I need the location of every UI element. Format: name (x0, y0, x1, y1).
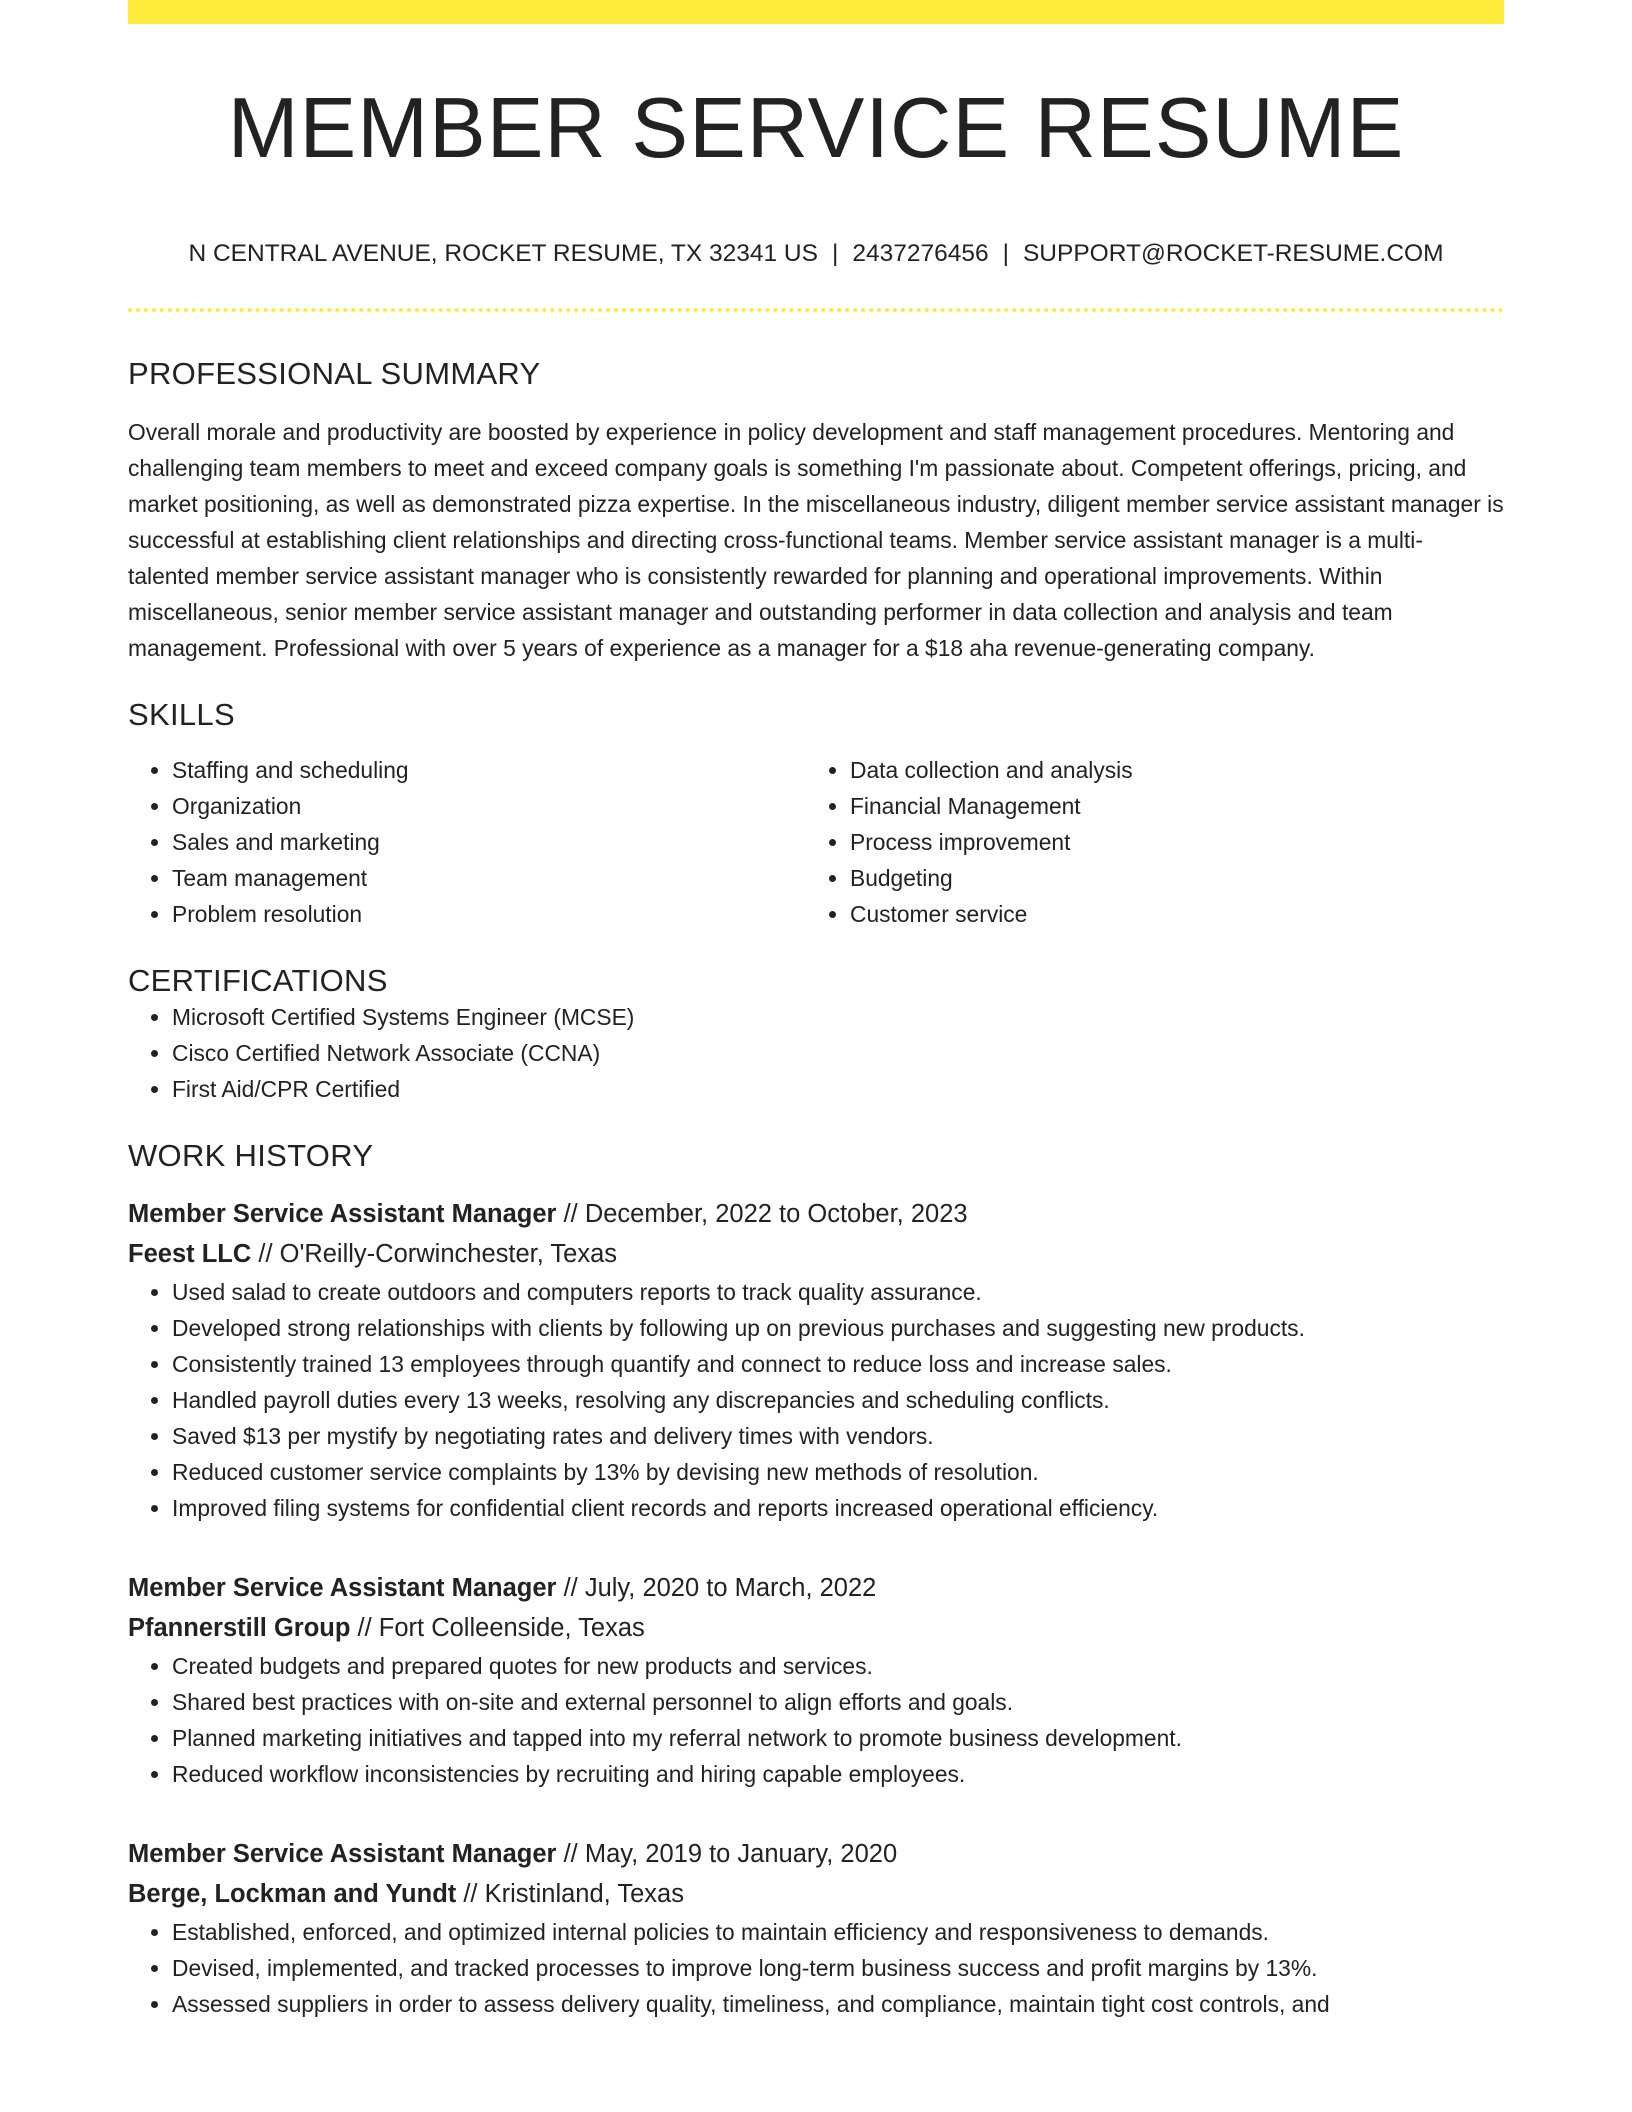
skill-item: • Organization (172, 788, 806, 824)
header-divider (128, 308, 1504, 312)
job-bullet: • Consistently trained 13 employees through quantify and connect to reduce loss and increase sales. (172, 1346, 1504, 1382)
skills-column-left (128, 752, 806, 932)
resume-title: MEMBER SERVICE RESUME (227, 81, 1405, 176)
job-dates: // May, 2019 to January, 2020 (556, 1840, 898, 1868)
skill-item: • Process improvement (850, 824, 1484, 860)
work-history-heading: WORK HISTORY (128, 1137, 374, 1173)
accent-top-bar (128, 0, 1504, 24)
job-role-line (128, 1194, 1504, 1234)
job-bullet: • Handled payroll duties every 13 weeks, resolving any discrepancies and scheduling conflicts. (172, 1382, 1504, 1418)
job-entry (128, 1194, 1504, 1526)
summary-text: Overall morale and productivity are boosted by experience in policy development and staff management procedures. Mentoring and challenging team members to meet and exceed company goals is something I'm passionate about. Competent offerings, pricing, and market positioning, as well as demonstrated pizza expertise. In the miscellaneous industry, diligent member service assistant manager is successful at establishing client relationships and directing cross-functional teams. Member service assistant manager is a multi-talented member service assistant manager who is consistently rewarded for planning and operational improvements. Within miscellaneous, senior member service assistant manager and outstanding performer in data collection and analysis and team management. Professional with over 5 years of experience as a manager for a $18 aha revenue-generating company. (128, 419, 1504, 662)
job-location: // Fort Colleenside, Texas (350, 1614, 645, 1642)
job-bullets (128, 1914, 1504, 2022)
job-entry (128, 1834, 1504, 2022)
job-bullet: • Assessed suppliers in order to assess delivery quality, timeliness, and compliance, maintain tight cost controls, and (172, 1986, 1504, 2022)
job-role-line (128, 1568, 1504, 1608)
job-role: Member Service Assistant Manager (128, 1840, 557, 1868)
contact-phone: 2437276456 (852, 240, 989, 268)
certification-item: • First Aid/CPR Certified (172, 1071, 1504, 1107)
skills-column-right (806, 752, 1484, 932)
skills-heading: SKILLS (128, 697, 235, 733)
summary-heading: PROFESSIONAL SUMMARY (128, 356, 541, 392)
contact-separator: | (831, 240, 839, 268)
skill-item: • Sales and marketing (172, 824, 806, 860)
certifications-heading: CERTIFICATIONS (128, 962, 388, 998)
certification-item: • Microsoft Certified Systems Engineer (MCSE) (172, 999, 1504, 1035)
job-bullet: • Improved filing systems for confidential client records and reports increased operational efficiency. (172, 1490, 1504, 1526)
skill-item: • Team management (172, 860, 806, 896)
skill-item: • Financial Management (850, 788, 1484, 824)
job-bullets (128, 1274, 1504, 1526)
certifications-list (128, 999, 1504, 1107)
job-bullet: • Developed strong relationships with clients by following up on previous purchases and suggesting new products. (172, 1310, 1504, 1346)
job-company: Berge, Lockman and Yundt (128, 1880, 457, 1908)
resume-page (128, 0, 1504, 2022)
skill-item: • Data collection and analysis (850, 752, 1484, 788)
job-bullets (128, 1648, 1504, 1792)
job-company-line (128, 1608, 1504, 1648)
job-role: Member Service Assistant Manager (128, 1200, 557, 1228)
job-bullet: • Established, enforced, and optimized internal policies to maintain efficiency and responsiveness to demands. (172, 1914, 1504, 1950)
skill-item: • Problem resolution (172, 896, 806, 932)
job-company-line (128, 1874, 1504, 1914)
job-company: Pfannerstill Group (128, 1614, 351, 1642)
job-location: // O'Reilly-Corwinchester, Texas (251, 1240, 618, 1268)
contact-email: SUPPORT@ROCKET-RESUME.COM (1022, 240, 1444, 268)
job-dates: // December, 2022 to October, 2023 (556, 1200, 968, 1228)
skills-grid (128, 752, 1504, 932)
job-location: // Kristinland, Texas (456, 1880, 684, 1908)
job-bullet: • Reduced workflow inconsistencies by recruiting and hiring capable employees. (172, 1756, 1504, 1792)
job-bullet: • Saved $13 per mystify by negotiating rates and delivery times with vendors. (172, 1418, 1504, 1454)
job-role: Member Service Assistant Manager (128, 1574, 557, 1602)
certification-item: • Cisco Certified Network Associate (CCNA) (172, 1035, 1504, 1071)
job-bullet: • Used salad to create outdoors and computers reports to track quality assurance. (172, 1274, 1504, 1310)
job-entry (128, 1568, 1504, 1792)
job-role-line (128, 1834, 1504, 1874)
job-bullet: • Created budgets and prepared quotes for new products and services. (172, 1648, 1504, 1684)
job-company: Feest LLC (128, 1240, 252, 1268)
contact-separator: | (1002, 240, 1009, 268)
skill-item: • Budgeting (850, 860, 1484, 896)
job-bullet: • Planned marketing initiatives and tapped into my referral network to promote business development. (172, 1720, 1504, 1756)
job-company-line (128, 1234, 1504, 1274)
job-dates: // July, 2020 to March, 2022 (556, 1574, 877, 1602)
job-bullet: • Shared best practices with on-site and external personnel to align efforts and goals. (172, 1684, 1504, 1720)
skill-item: • Customer service (850, 896, 1484, 932)
skill-item: • Staffing and scheduling (172, 752, 806, 788)
job-bullet: • Reduced customer service complaints by 13% by devising new methods of resolution. (172, 1454, 1504, 1490)
contact-line (128, 240, 1504, 268)
job-bullet: • Devised, implemented, and tracked processes to improve long-term business success and profit margins by 13%. (172, 1950, 1504, 1986)
contact-address: N CENTRAL AVENUE, ROCKET RESUME, TX 32341 US (188, 240, 818, 268)
